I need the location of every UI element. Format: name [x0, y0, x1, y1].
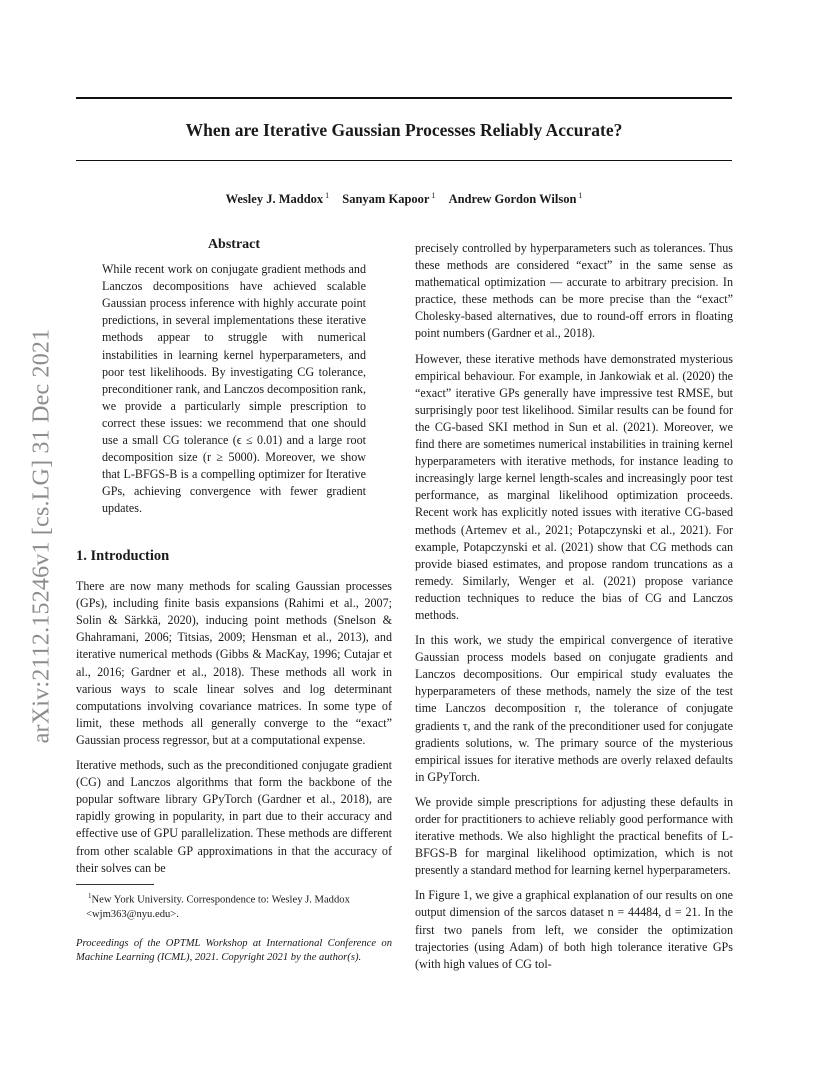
footnote: [76, 889, 392, 923]
affiliation-mark: 1: [325, 191, 330, 200]
proceedings-note: Proceedings of the OPTML Workshop at International Conference on Machine Learning (ICML), 2021. Copyright 2021 by the author(s).: [76, 937, 392, 964]
abstract-text: While recent work on conjugate gradient methods and Lanczos decompositions have achieved scalable Gaussian process inference with highly accurate point predictions, in several implementations these iterative methods appear to struggle with numerical instabilities in learning kernel hyperparameters, and poor test likelihoods. By investigating CG tolerance, preconditioner rank, and Lanczos decomposition rank, we provide a particularly simple prescription to correct these issues: we recommend that one should use a small CG tolerance (ϵ ≤ 0.01) and a large root decomposition size (r ≥ 5000). Moreover, we show that L-BFGS-B is a compelling optimizer for Iterative GPs, achieving convergence with fewer gradient updates.: [102, 262, 366, 516]
footnote-text: New York University. Correspondence to: Wesley J. Maddox <wjm363@nyu.edu>.: [86, 894, 350, 921]
abstract-heading: Abstract: [207, 237, 261, 252]
body-paragraph: In this work, we study the empirical convergence of iterative Gaussian process models based on conjugate gradients and Lanczos decompositions. Our empirical study evaluates the hyperparameters of these methods, namely the size of the test time Lanczos decomposition r, the tolerance of conjugate gradients τ, and the rank of the preconditioner used for conjugate gradients solutions, w. The primary source of the mysterious empirical issues for iterative methods are overly relaxed defaults in GPyTorch.: [415, 633, 733, 784]
body-paragraph: We provide simple prescriptions for adjusting these defaults in order for practitioners to achieve reliably good performance with iterative methods. We also highlight the practical benefits of L-BFGS-B for marginal likelihood optimization, which is not presently a standard method for learning kernel hyperparameters.: [415, 794, 733, 878]
paper-title: When are Iterative Gaussian Processes Reliably Accurate?: [185, 120, 623, 140]
top-rule: [76, 97, 732, 99]
author: [226, 192, 330, 206]
intro-paragraph-1: There are now many methods for scaling Gaussian processes (GPs), including finite basis expansions (Rahimi et al., 2007; Solin & Särkkä, 2020), inducing point methods (Snelson & Ghahramani, 2006; Titsias, 2009; Hensman et al., 2013), and iterative numerical methods (Gibbs & MacKay, 1996; Cutajar et al., 2016; Gardner et al., 2018). These methods all work in various ways to scale linear solves and log determinant computations involving covariance matrices. In some type of limit, these methods all generally converge to the “exact” Gaussian process regressor, but at a computational expense.: [76, 579, 392, 747]
author: [449, 192, 583, 206]
body-paragraph: In Figure 1, we give a graphical explanation of our results on one output dimension of the sarcos dataset n = 44484, d = 21. In the first two panels from left, we consider the optimization trajectories (using Adam) of both high tolerance iterative GPs (with high values of CG tol-: [415, 888, 733, 971]
author-name: Andrew Gordon Wilson: [448, 192, 577, 206]
author-list: [76, 191, 732, 207]
intro-paragraph-2: Iterative methods, such as the preconditioned conjugate gradient (CG) and Lanczos algorithms that form the backbone of the popular software library GPyTorch (Gardner et al., 2018), are rapidly growing in popularity, in part due to their accuracy and effective use of GPU parallelization. These methods are different from other scalable GP approximations in that the accuracy of their solves can be: [76, 758, 392, 875]
affiliation-mark: 1: [431, 191, 436, 200]
affiliation-mark: 1: [578, 191, 583, 200]
footnote-mark: 1: [88, 892, 92, 900]
abstract: [102, 236, 366, 518]
body-paragraph: precisely controlled by hyperparameters such as tolerances. Thus these methods are considered “exact” in the same sense as mathematical optimization — accurate to arbitrary precision. In practice, these methods can be more precise than the “exact” Cholesky-based alternatives, due to round-off errors in floating point numbers (Gardner et al., 2018).: [415, 241, 733, 341]
author-name: Sanyam Kapoor: [342, 192, 430, 206]
arxiv-identifier: arXiv:2112.15246v1 [cs.LG] 31 Dec 2021: [28, 328, 55, 744]
left-column: [76, 548, 392, 877]
footnote-area: [76, 884, 392, 966]
author-name: Wesley J. Maddox: [225, 192, 324, 206]
author: [342, 192, 435, 206]
body-paragraph: However, these iterative methods have demonstrated mysterious empirical behaviour. For example, in Jankowiak et al. (2020) the “exact” iterative GPs generally have impressive test RMSE, but surprisingly poor test likelihood. Similar results can be found for the CG-based SKI method in Sun et al. (2021). Moreover, we find there are sometimes numerical instabilities in training kernel hyperparameters with iterative methods, for instance leading to increasingly large kernel length-scales and increasingly poor test performance, as marginal likelihood optimization proceeds. Recent work has explicitly noted issues with iterative CG-based methods (Artemev et al., 2021; Potapczynski et al., 2021). For example, Potapczynski et al. (2021) show that CG methods can provide biased estimates, and propose random truncations as a remedy. Similarly, Wenger et al. (2021) propose variance reduction techniques to reduce the bias of CG and Lanczos methods.: [415, 351, 733, 622]
footnote-rule: [76, 884, 154, 885]
right-column: [415, 240, 733, 973]
section-heading-introduction: 1. Introduction: [76, 548, 170, 564]
title-bottom-rule: [76, 160, 732, 161]
